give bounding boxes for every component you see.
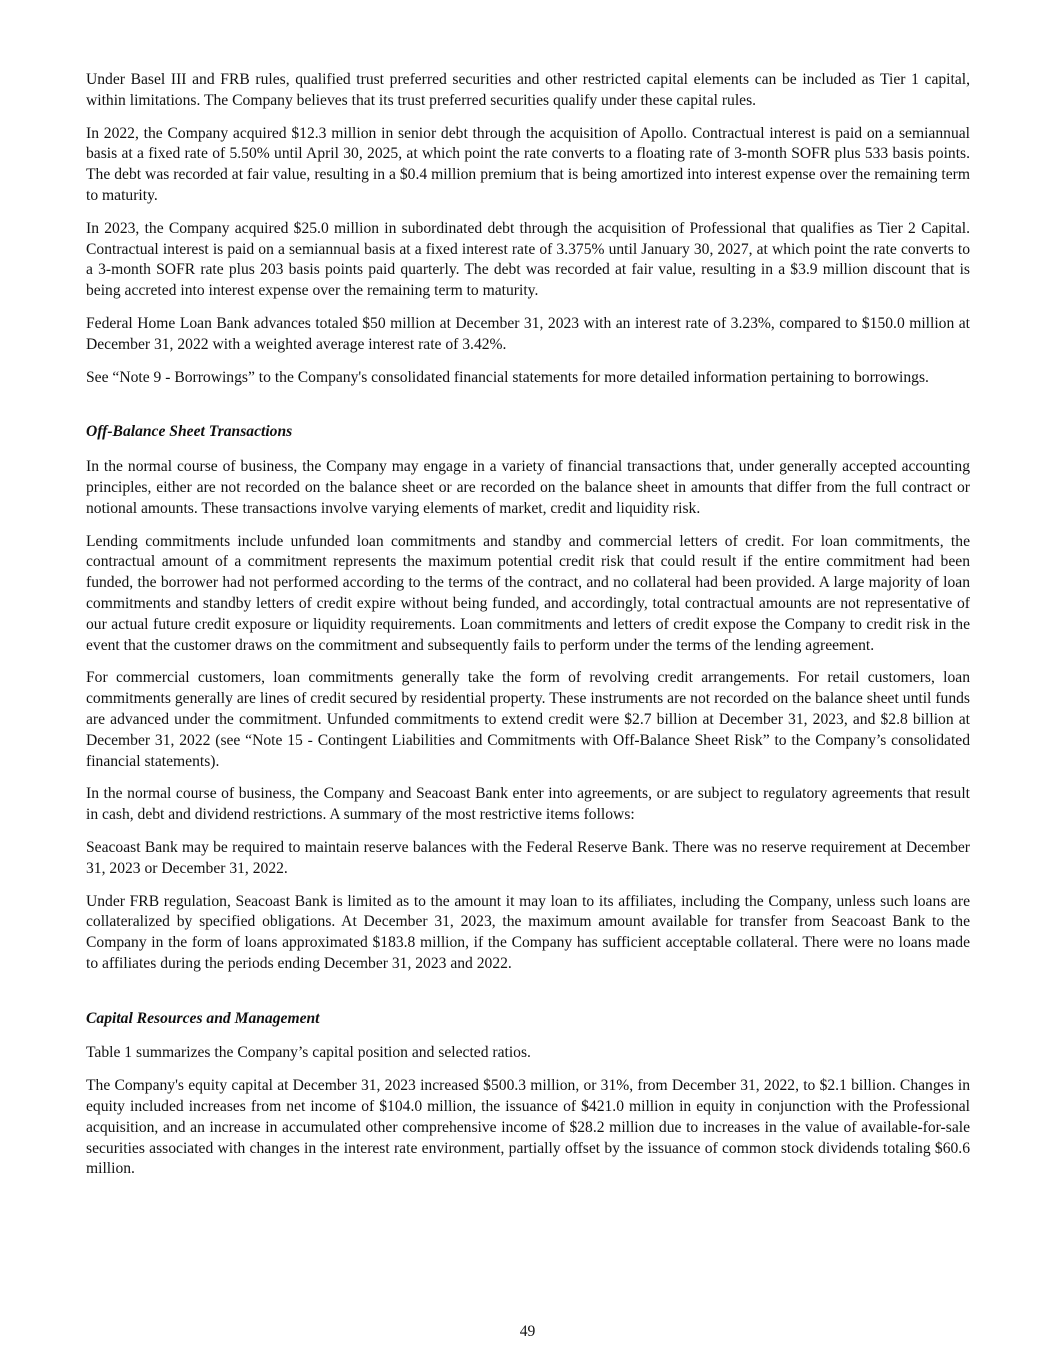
paragraph-table1-summary: Table 1 summarizes the Company’s capital position and selected ratios. <box>86 1044 531 1062</box>
paragraph-equity-capital: The Company's equity capital at December 31, 2023 increased $500.3 million, or 31%, from December 31, 2022, to $2.1 billion. Changes in equity included increases from net income of $104.0 million, the issuance of $421.0 million in equity in conjunction with the Professional acquisition, and an increase in accumulated other comprehensive income of $28.2 million due to increases in the value of available-for-sale securities associated with changes in the interest rate environment, partially offset by the issuance of common stock dividends totaling $60.6 million. <box>86 1077 970 1178</box>
paragraph-commercial-customers: For commercial customers, loan commitments generally take the form of revolving credit arrangements. For retail customers, loan commitments generally are lines of credit secured by residential property. These instruments are not recorded on the balance sheet until funds are advanced under the commitment. Unfunded commitments to extend credit were $2.7 billion at December 31, 2023, and $2.8 billion at December 31, 2022 (see “Note 15 - Contingent Liabilities and Commitments with Off-Balance Sheet Risk” to the Company’s consolidated financial statements). <box>86 669 970 770</box>
document-body <box>86 70 970 1192</box>
paragraph-reserve-balances: Seacoast Bank may be required to maintain reserve balances with the Federal Reserve Bank. There was no reserve requirement at December 31, 2023 or December 31, 2022. <box>86 838 970 877</box>
paragraph-regulatory-agreements: In the normal course of business, the Company and Seacoast Bank enter into agreements, or are subject to regulatory agreements that result in cash, debt and dividend restrictions. A summary of the most restrictive items follows: <box>86 785 970 824</box>
paragraph-borrowings-note: See “Note 9 - Borrowings” to the Company's consolidated financial statements for more detailed information pertaining to borrowings. <box>86 368 929 386</box>
heading-off-balance-sheet: Off-Balance Sheet Transactions <box>86 423 293 441</box>
paragraph-subordinated-debt-professional: In 2023, the Company acquired $25.0 million in subordinated debt through the acquisition of Professional that qualifies as Tier 2 Capital. Contractual interest is paid on a semiannual basis at a fixed interest rate of 3.375% until January 30, 2027, at which point the rate converts to a 3-month SOFR rate plus 203 basis points paid quarterly. The debt was recorded at fair value, resulting in a $3.9 million discount that is being accreted into interest expense over the remaining term to maturity. <box>86 219 970 300</box>
page-number: 49 <box>519 1323 536 1340</box>
paragraph-tier1-capital: Under Basel III and FRB rules, qualified trust preferred securities and other restricted capital elements can be included as Tier 1 capital, within limitations. The Company believes that its trust preferred securities qualify under these capital rules. <box>86 71 970 109</box>
paragraph-senior-debt-apollo: In 2022, the Company acquired $12.3 million in senior debt through the acquisition of Apollo. Contractual interest is paid on a semiannual basis at a fixed rate of 5.50% until April 30, 2025, at which point the rate converts to a floating rate of 3-month SOFR plus 533 basis points. The debt was recorded at fair value, resulting in a $0.4 million premium that is being amortized into interest expense over the remaining term to maturity. <box>86 124 970 204</box>
paragraph-off-balance-intro: In the normal course of business, the Company may engage in a variety of financial transactions that, under generally accepted accounting principles, either are not recorded on the balance sheet or are recorded on the balance sheet in amounts that differ from the full contract or notional amounts. These transactions involve varying elements of market, credit and liquidity risk. <box>86 458 970 517</box>
paragraph-fhlb-advances: Federal Home Loan Bank advances totaled $50 million at December 31, 2023 with an interest rate of 3.23%, compared to $150.0 million at December 31, 2022 with a weighted average interest rate of 3.42%. <box>86 314 970 353</box>
paragraph-lending-commitments: Lending commitments include unfunded loan commitments and standby and commercial letters of credit. For loan commitments, the contractual amount of a commitment represents the maximum potential credit risk that could result if the entire commitment had been funded, the borrower had not performed according to the terms of the contract, and no collateral had been provided. A large majority of loan commitments and standby letters of credit expire without being funded, and accordingly, total contractual amounts are not representative of our actual future credit exposure or liquidity requirements. Loan commitments and letters of credit expose the Company to credit risk in the event that the customer draws on the commitment and subsequently fails to perform under the terms of the lending agreement. <box>86 532 970 654</box>
paragraph-frb-regulation: Under FRB regulation, Seacoast Bank is limited as to the amount it may loan to its affiliates, including the Company, unless such loans are collateralized by specified obligations. At December 31, 2023, the maximum amount available for transfer from Seacoast Bank to the Company in the form of loans approximated $183.8 million, if the Company has sufficient acceptable collateral. There were no loans made to affiliates during the periods ending December 31, 2023 and 2022. <box>86 892 970 972</box>
heading-capital-resources: Capital Resources and Management <box>86 1009 320 1027</box>
